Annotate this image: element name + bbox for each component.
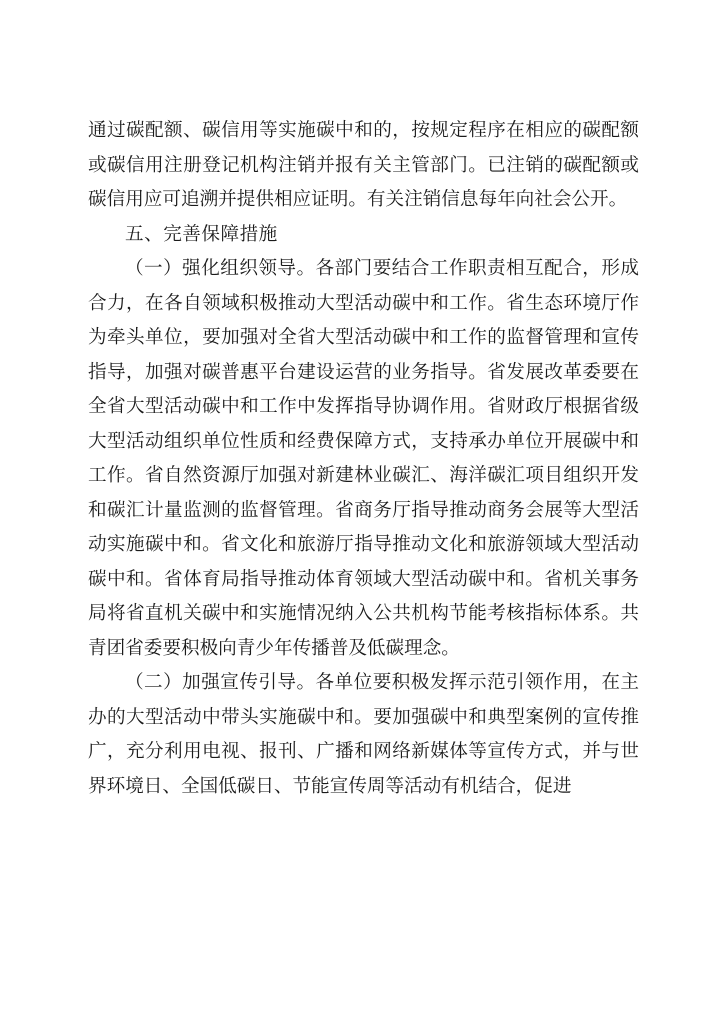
- item-2-title: （二）加强宣传引导。: [125, 672, 316, 693]
- document-page: [88, 114, 639, 804]
- paragraph-publicity-guidance: [88, 666, 639, 804]
- item-1-body: 各部门要结合工作职责相互配合，形成合力，在各自领域积极推动大型活动碳中和工作。省生态环境厅作为牵头单位，要加强对全省大型活动碳中和工作的监督管理和宣传指导，加强对碳普惠平台建设运营的业务指导。省发展改革委要在全省大型活动碳中和工作中发挥指导协调作用。省财政厅根据省级大型活动组织单位性质和经费保障方式，支持承办单位开展碳中和工作。省自然资源厅加强对新建林业碳汇、海洋碳汇项目组织开发和碳汇计量监测的监督管理。省商务厅指导推动商务会展等大型活动实施碳中和。省文化和旅游厅指导推动文化和旅游领域大型活动碳中和。省体育局指导推动体育领域大型活动碳中和。省机关事务局将省直机关碳中和实施情况纳入公共机构节能考核指标体系。共青团省委要积极向青少年传播普及低碳理念。: [88, 258, 639, 659]
- paragraph-cancellation: 通过碳配额、碳信用等实施碳中和的，按规定程序在相应的碳配额或碳信用注册登记机构注销并报有关主管部门。已注销的碳配额或碳信用应可追溯并提供相应证明。有关注销信息每年向社会公开。: [88, 120, 639, 210]
- section-heading: 五、完善保障措施: [125, 223, 278, 245]
- item-2-body: 各单位要积极发挥示范引领作用，在主办的大型活动中带头实施碳中和。要加强碳中和典型案例的宣传推广，充分利用电视、报刊、广播和网络新媒体等宣传方式，并与世界环境日、全国低碳日、节能宣传周等活动有机结合，促进: [88, 672, 639, 797]
- paragraph-organization-leadership: [88, 252, 639, 666]
- item-1-title: （一）强化组织领导。: [125, 258, 316, 279]
